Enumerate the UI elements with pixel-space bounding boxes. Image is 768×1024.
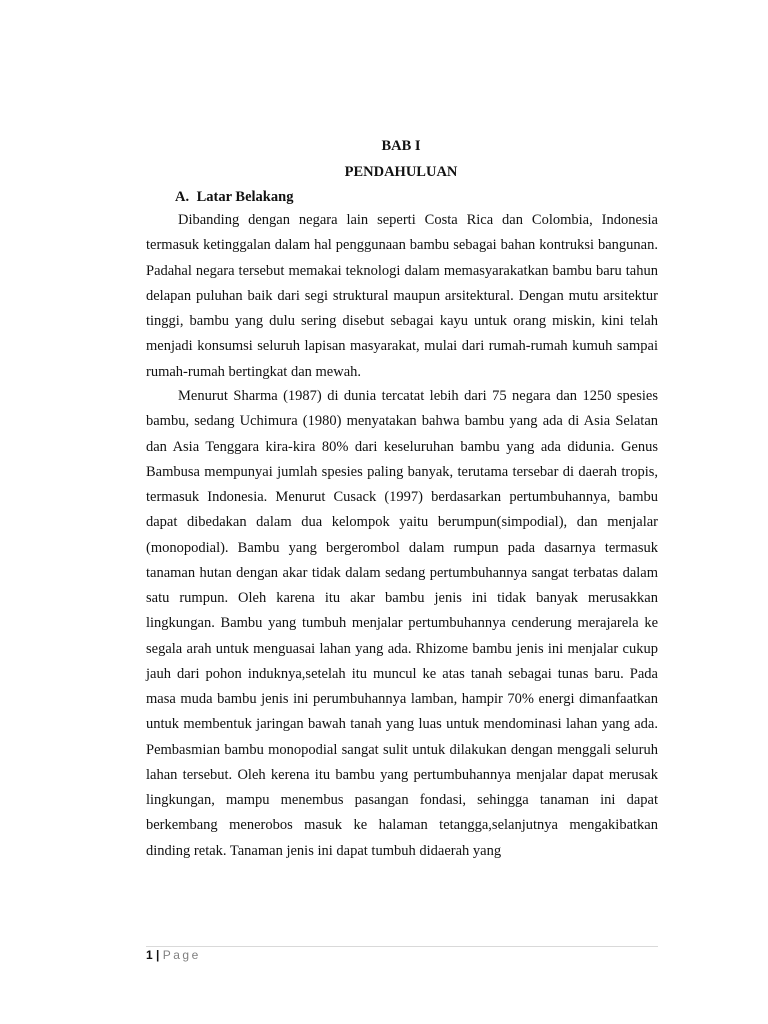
paragraph-text: Menurut Sharma (1987) di dunia tercatat lebih dari 75 negara dan 1250 spesies bambu, sedang Uchimura (1980) menyatakan bahwa bambu yang ada di Asia Selatan dan Asia Tenggara kira-kira 80% dari keseluruhan bambu yang ada didunia. Genus Bambusa mempunyai jumlah spesies paling banyak, terutama tersebar di daerah tropis, termasuk Indonesia. Menurut Cusack (1997) berdasarkan pertumbuhannya, bambu dapat dibedakan dalam dua kelompok yaitu berumpun(simpodial), dan menjalar (monopodial). Bambu yang bergerombol dalam rumpun pada dasarnya termasuk tanaman hutan dengan akar tidak dalam sedang pertumbuhannya sangat terbatas dalam satu rumpun. Oleh karena itu akar bambu jenis ini tidak banyak merusakkan lingkungan. Bambu yang tumbuh menjalar pertumbuhannya cenderung merajarela ke segala arah untuk menguasai lahan yang ada. Rhizome bambu jenis ini menjalar cukup jauh dari pohon induknya,setelah itu muncul ke atas tanah sebagai tunas baru. Pada masa muda bambu jenis ini perumbuhannya lamban, hampir 70% energi dimanfaatkan untuk membentuk jaringan bawah tanah yang luas untuk mendominasi lahan yang ada. Pembasmian bambu monopodial sangat sulit untuk dilakukan dengan menggali seluruh lahan tersebut. Oleh kerena itu bambu yang pertumbuhannya menjalar dapat merusak lingkungan, mampu menembus pasangan fondasi, sehingga tanaman ini dapat berkembang menerobos masuk ke halaman tetangga,selanjutnya mengakibatkan dinding retak. Tanaman jenis ini dapat tumbuh didaerah yang — [146, 388, 658, 859]
section-marker: A. — [175, 189, 190, 205]
footer-divider — [146, 946, 658, 947]
page-word: Page — [162, 948, 201, 962]
page-number: 1 — [146, 948, 153, 962]
body-paragraph-2 — [146, 384, 658, 864]
section-heading — [175, 188, 293, 206]
page-footer — [146, 947, 201, 963]
chapter-label: BAB I — [381, 138, 421, 154]
chapter-title: PENDAHULUAN — [344, 164, 458, 180]
paragraph-text: Dibanding dengan negara lain seperti Costa Rica dan Colombia, Indonesia termasuk ketinggalan dalam hal penggunaan bambu sebagai bahan kontruksi bangunan. Padahal negara tersebut memakai teknologi dalam memasyarakatkan bambu baru tahun delapan puluhan baik dari segi struktural maupun arsitektural. Dengan mutu arsitektur tinggi, bambu yang dulu sering disebut sebagai kayu untuk orang miskin, kini telah menjadi konsumsi seluruh lapisan masyarakat, mulai dari rumah-rumah kumuh sampai rumah-rumah bertingkat dan mewah. — [146, 212, 658, 380]
footer-separator: | — [156, 948, 160, 962]
section-heading-text: Latar Belakang — [196, 189, 294, 205]
body-paragraph-1 — [146, 208, 658, 385]
